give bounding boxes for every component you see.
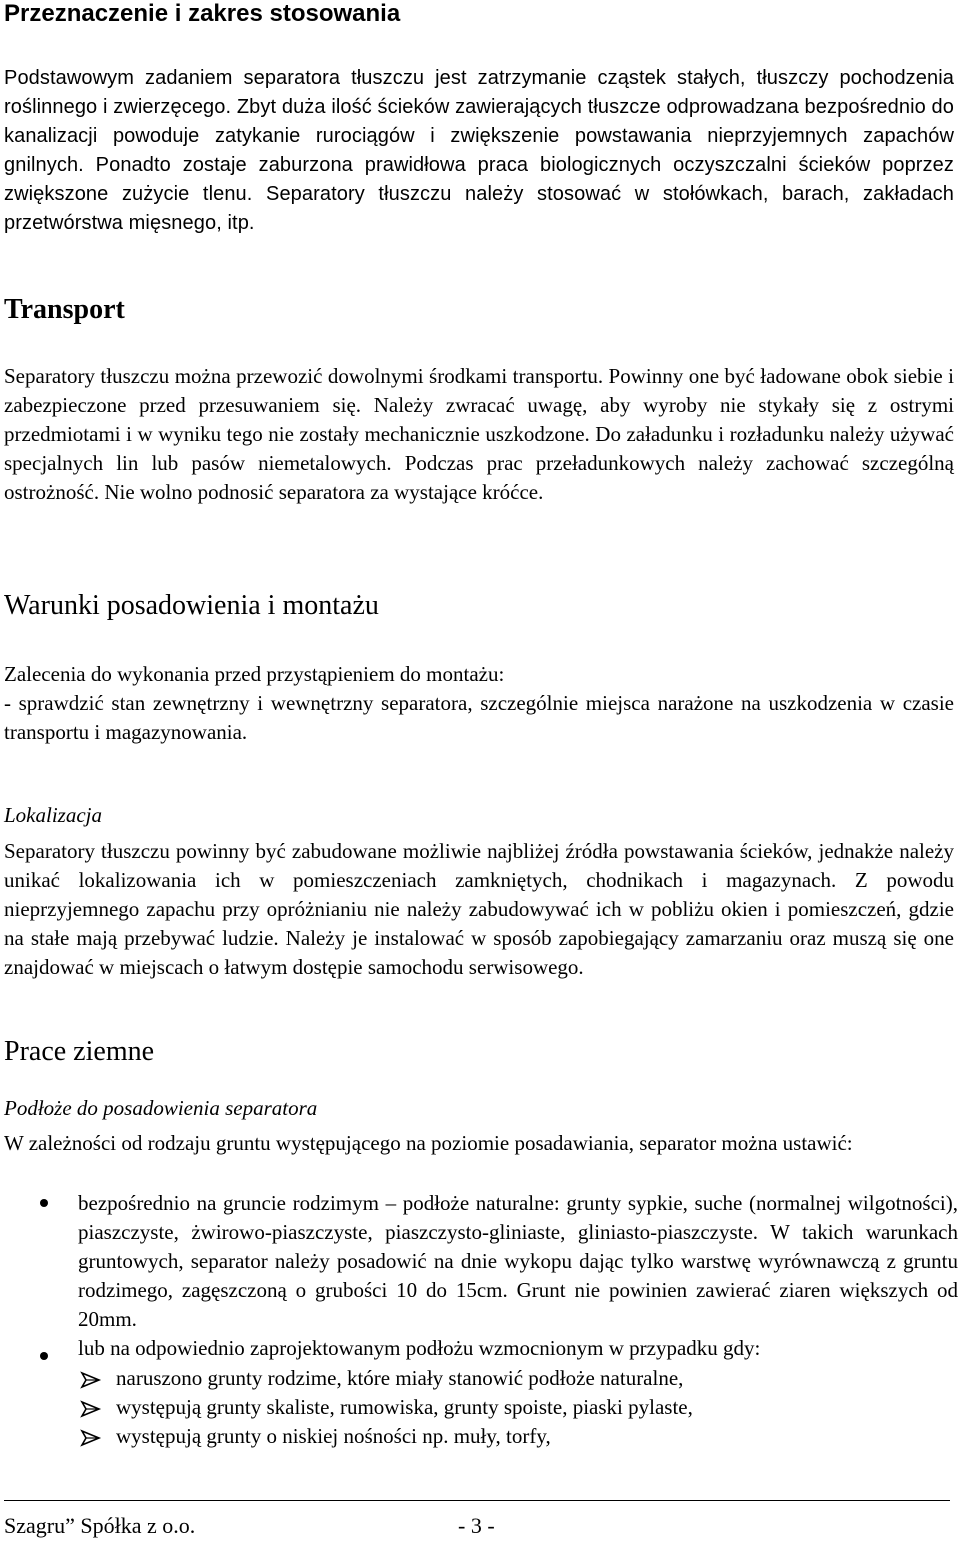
paragraph-warunki: - sprawdzić stan zewnętrzny i wewnętrzny separatora, szczególnie miejsca narażone na uszkodzenia w czasie transportu i magazynowania. <box>4 691 954 744</box>
arrow-bullet-icon <box>80 1371 102 1389</box>
sub-item-3: występują grunty o niskiej nośności np. muły, torfy, <box>116 1424 551 1448</box>
heading-prace-ziemne: Prace ziemne <box>4 1036 155 1067</box>
bullet-icon <box>40 1352 48 1360</box>
footer-page-number: - 3 - <box>458 1513 495 1538</box>
intro-warunki: Zalecenia do wykonania przed przystąpieniem do montażu: <box>4 662 505 686</box>
bullet-item-2: lub na odpowiednio zaprojektowanym podłożu wzmocnionym w przypadku gdy: <box>78 1336 761 1360</box>
paragraph-przeznaczenie: Podstawowym zadaniem separatora tłuszczu jest zatrzymanie cząstek stałych, tłuszczy pochodzenia roślinnego i zwierzęcego. Zbyt duża ilość ścieków zawierających tłuszcze odprowadzana bezpośrednio do kanalizacji powoduje zatykanie rurociągów i zwiększenie powstawania nieprzyjemnych zapachów gnilnych. Ponadto zostaje zaburzona prawidłowa praca biologicznych oczyszczalni ścieków poprzez zwiększone zużycie tlenu. Separatory tłuszczu należy stosować w stołówkach, barach, zakładach przetwórstwa mięsnego, itp. <box>4 67 954 234</box>
heading-warunki: Warunki posadowienia i montażu <box>4 590 379 621</box>
intro-prace-ziemne: W zależności od rodzaju gruntu występującego na poziomie posadawiania, separator można ustawić: <box>4 1131 853 1155</box>
paragraph-transport: Separatory tłuszczu można przewozić dowolnymi środkami transportu. Powinny one być ładowane obok siebie i zabezpieczone przed przesuwaniem się. Należy zwracać uwagę, aby wyroby nie stykały się z ostrymi przedmiotami i w wyniku tego nie zostały mechanicznie uszkodzone. Do załadunku i rozładunku należy używać specjalnych lin lub pasów niemetalowych. Podczas prac przeładunkowych należy zachować szczególną ostrożność. Nie wolno podnosić separatora za wystające króćce. <box>4 364 954 504</box>
heading-lokalizacja: Lokalizacja <box>4 803 102 827</box>
heading-transport: Transport <box>4 294 125 325</box>
arrow-bullet-icon <box>80 1400 102 1418</box>
sub-item-1: naruszono grunty rodzime, które miały stanowić podłoże naturalne, <box>116 1366 684 1390</box>
subheading-podloze: Podłoże do posadowienia separatora <box>4 1096 318 1120</box>
bullet-item-1: bezpośrednio na gruncie rodzimym – podłoże naturalne: grunty sypkie, suche (normalnej wilgotności), piaszczyste, żwirowo-piaszczyste, piaszczysto-gliniaste, gliniasto-piaszczyste. W takich warunkach gruntowych, separator należy posadowić na dnie wykopu dając tylko warstwę wyrównawczą z gruntu rodzimego, zagęszczoną o grubości 10 do 15cm. Grunt nie powinien zawierać ziaren większych od 20mm. <box>78 1191 958 1331</box>
footer-company: Szagru” Spółka z o.o. <box>4 1513 196 1538</box>
arrow-bullet-icon <box>80 1429 102 1447</box>
heading-przeznaczenie: Przeznaczenie i zakres stosowania <box>4 0 401 27</box>
paragraph-lokalizacja: Separatory tłuszczu powinny być zabudowane możliwie najbliżej źródła powstawania ścieków, jednakże należy unikać lokalizowania ich w pomieszczeniach zamkniętych, chodnikach i magazynach. Z powodu nieprzyjemnego zapachu przy opróżnianiu nie należy zabudowywać ich w pobliżu okien i pomieszczeń, gdzie na stałe mają przebywać ludzie. Należy je instalować w sposób zapobiegający zamarzaniu oraz muszą się one znajdować w miejscach o łatwym dostępie samochodu serwisowego. <box>4 839 954 979</box>
footer-divider <box>4 1500 950 1501</box>
sub-item-2: występują grunty skaliste, rumowiska, grunty spoiste, piaski pylaste, <box>116 1395 693 1419</box>
bullet-icon <box>40 1199 48 1207</box>
